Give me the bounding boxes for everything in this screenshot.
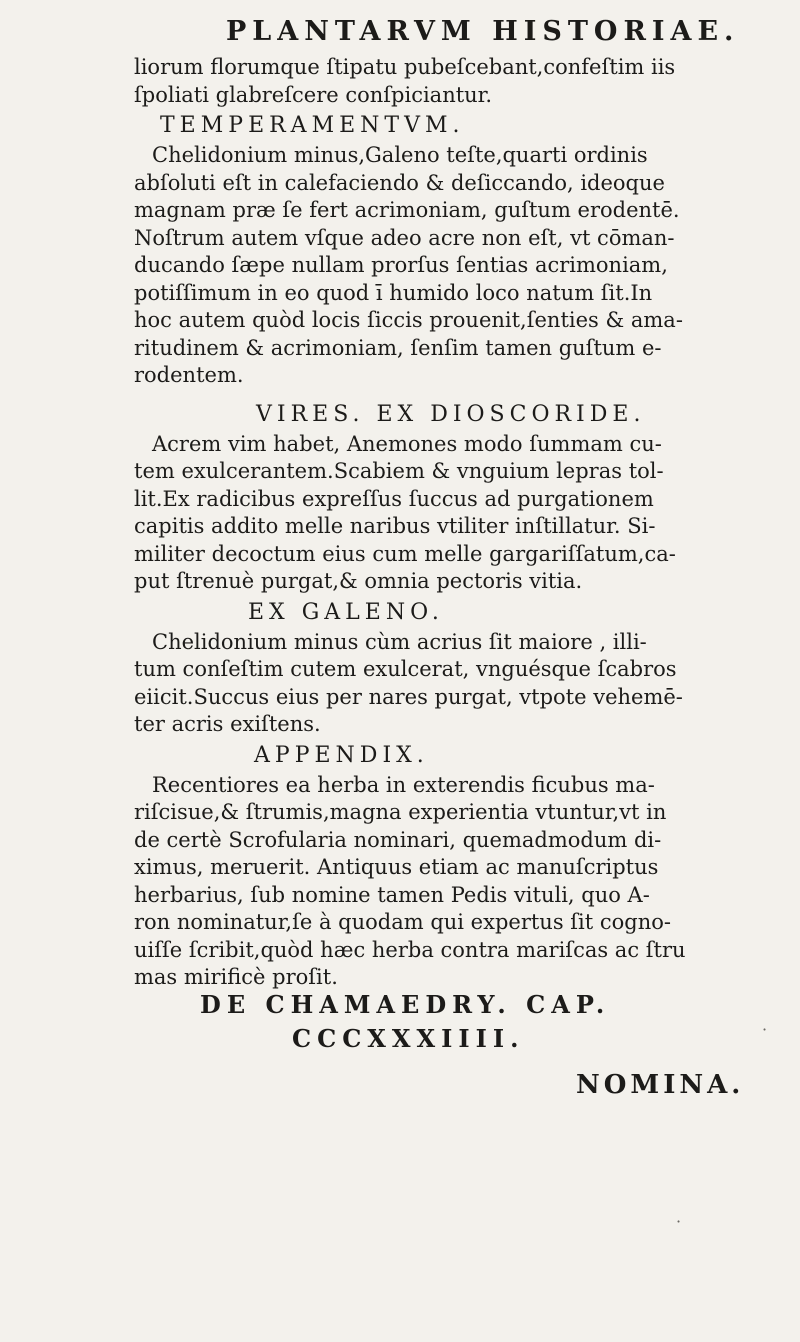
main-text [134,54,774,992]
text-line: militer decoctum eius cum melle gargariſſatum,ca- [134,541,676,566]
chapter-number: CCCXXXIIII. [292,1024,525,1053]
text-line: Acrem vim habet, Anemones modo ſummam cu- [152,431,662,456]
section-heading-galeno: EX GALENO. [248,599,444,625]
text-line: hoc autem quòd locis ſiccis prouenit,ſenties & ama- [134,308,683,332]
text-line: tem exulcerantem.Scabiem & vnguium lepras tol- [134,459,664,483]
text-line: ritudinem & acrimoniam, ſenſim tamen guſtum e- [134,335,662,360]
text-line: riſcisue,& ſtrumis,magna experientia vtuntur,vt in [134,800,667,824]
text-line: ron nominatur,ſe à quodam qui expertus ſit cogno- [134,910,671,934]
section-heading-appendix: APPENDIX. [254,742,429,768]
text-line: Recentiores ea herba in exterendis ficubus ma- [152,772,655,797]
text-line: mas mirificè proſit. [134,965,338,989]
ink-speck: · [762,1020,768,1039]
text-line: liorum florumque ſtipatu pubeſcebant,confeſtim iis [134,55,676,79]
ink-speck: · [676,1212,682,1231]
section-heading-vires: VIRES. EX DIOSCORIDE. [256,401,646,427]
text-line: ter acris exiſtens. [134,712,321,736]
text-line: capitis addito melle naribus vtiliter inſtillatur. Si- [134,514,656,538]
text-line: ximus, meruerit. Antiquus etiam ac manuſcriptus [134,855,659,879]
chapter-heading [200,988,610,1056]
text-line: put ſtrenuè purgat,& omnia pectoris vitia. [134,569,583,593]
text-line: magnam præ ſe fert acrimoniam, guſtum erodentē. [134,198,680,222]
section-heading-temperamentum: TEMPERAMENTVM. [160,113,465,138]
text-line: Chelidonium minus cùm acrius ſit maiore , illi- [152,629,647,654]
text-line: rodentem. [134,363,244,387]
chapter-title: DE CHAMAEDRY. CAP. [200,990,611,1019]
text-line: abſoluti eſt in calefaciendo & deſiccando, ideoque [134,170,665,195]
text-line: Chelidonium minus,Galeno teſte,quarti ordinis [152,143,648,167]
nomina-catchword: NOMINA. [576,1070,745,1100]
text-line: uiſſe ſcribit,quòd hæc herba contra mariſcas ac ſtru [134,937,686,962]
text-line: ducando ſæpe nullam prorſus ſentias acrimoniam, [134,253,668,277]
text-line: potiſſimum in eo quod ī humido loco natum ſit.In [134,280,653,305]
text-line: Noſtrum autem vſque adeo acre non eſt, vt cōman- [134,225,675,250]
running-header: PLANTARVM HISTORIAE. [226,16,740,47]
text-line: herbarius, ſub nomine tamen Pedis vituli, quo A- [134,882,650,907]
text-line: eiicit.Succus eius per nares purgat, vtpote vehemē- [134,684,683,709]
text-line: de certè Scrofularia nominari, quemadmodum di- [134,827,662,852]
text-line: tum conſeſtim cutem exulcerat, vnguésque ſcabros [134,657,677,681]
text-line: lit.Ex radicibus expreſſus ſuccus ad purgationem [134,486,654,511]
text-line: ſpoliati glabreſcere conſpiciantur. [134,82,493,107]
